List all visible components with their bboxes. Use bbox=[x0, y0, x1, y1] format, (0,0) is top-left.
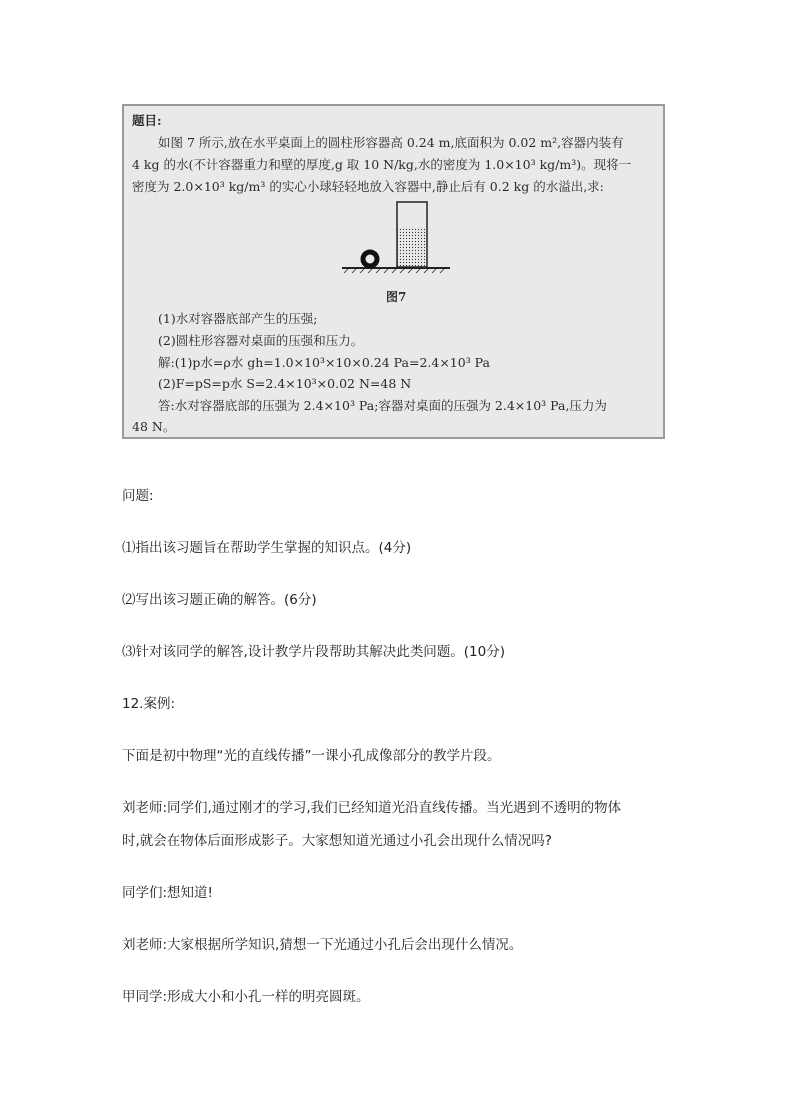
problem-heading: 题目: bbox=[132, 113, 162, 128]
case-intro: 下面是初中物理“光的直线传播”一课小孔成像部分的教学片段。 bbox=[122, 748, 501, 764]
answer-line: 答:水对容器底部的压强为 2.4×10³ Pa;容器对桌面的压强为 2.4×10³ Pa,压力为 bbox=[158, 398, 607, 413]
dialogue-line: 刘老师:大家根据所学知识,猜想一下光通过小孔后会出现什么情况。 bbox=[122, 937, 523, 953]
container-ball-figure bbox=[342, 198, 452, 274]
dialogue-line: 同学们:想知道! bbox=[122, 885, 213, 901]
solution-line: (2)F=pS=p水 S=2.4×10³×0.02 N=48 N bbox=[158, 376, 412, 391]
case-heading: 12.案例: bbox=[122, 696, 176, 712]
questions-heading: 问题: bbox=[122, 488, 154, 504]
problem-line: 密度为 2.0×10³ kg/m³ 的实心小球轻轻地放入容器中,静止后有 0.2 kg 的水溢出,求: bbox=[132, 179, 604, 194]
problem-line: 4 kg 的水(不计容器重力和壁的厚度,g 取 10 N/kg,水的密度为 1.0×10³ kg/m³)。现将一 bbox=[132, 157, 632, 172]
dialogue-line: 刘老师:同学们,通过刚才的学习,我们已经知道光沿直线传播。当光遇到不透明的物体 bbox=[122, 800, 622, 816]
dialogue-line: 时,就会在物体后面形成影子。大家想知道光通过小孔会出现什么情况吗? bbox=[122, 833, 552, 849]
problem-image bbox=[122, 104, 665, 439]
dialogue-line: 甲同学:形成大小和小孔一样的明亮圆斑。 bbox=[122, 989, 370, 1005]
question-item: ⑶针对该同学的解答,设计教学片段帮助其解决此类问题。(10分) bbox=[122, 644, 506, 660]
question-line: (2)圆柱形容器对桌面的压强和压力。 bbox=[158, 333, 364, 348]
question-line: (1)水对容器底部产生的压强; bbox=[158, 311, 318, 326]
figure-caption: 图7 bbox=[386, 290, 407, 304]
question-item: ⑴指出该习题旨在帮助学生掌握的知识点。(4分) bbox=[122, 540, 412, 556]
answer-line: 48 N。 bbox=[132, 419, 176, 434]
question-item: ⑵写出该习题正确的解答。(6分) bbox=[122, 592, 317, 608]
problem-line: 如图 7 所示,放在水平桌面上的圆柱形容器高 0.24 m,底面积为 0.02 m²,容器内装有 bbox=[158, 135, 624, 150]
solution-line: 解:(1)p水=ρ水 gh=1.0×10³×10×0.24 Pa=2.4×10³ Pa bbox=[158, 355, 490, 370]
